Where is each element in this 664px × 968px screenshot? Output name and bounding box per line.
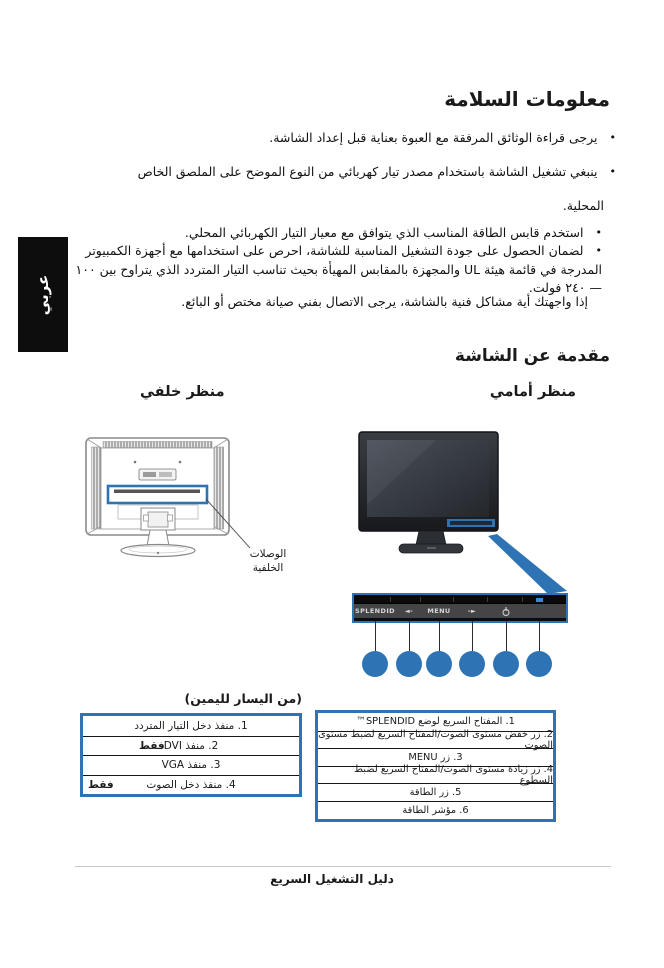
bullet-dot: • xyxy=(595,226,602,239)
callout-marker-3 xyxy=(426,651,452,677)
language-side-tab xyxy=(18,237,68,352)
footer-title: دليل التشغيل السريع xyxy=(270,872,394,886)
only-note: فقط xyxy=(139,739,165,752)
callout-line xyxy=(539,621,540,651)
bullet-dot: • xyxy=(595,244,602,257)
front-view-label: منظر أمامي xyxy=(489,384,576,400)
callout-marker-4 xyxy=(459,651,485,677)
screw-hole xyxy=(179,461,182,464)
safety-note: إذا واجهتك أية مشاكل فنية بالشاشة، يرجى الاتصال بفني صيانة مختص أو البائع. xyxy=(181,294,588,309)
bullet-dot: • xyxy=(609,165,616,178)
bezel-tick xyxy=(522,597,523,602)
table-row: 5. زر الطاقة xyxy=(318,783,553,801)
callout-marker-1 xyxy=(362,651,388,677)
table-row: 2. منفذ DVI فقط xyxy=(83,736,299,756)
bezel-edge-bar xyxy=(354,595,566,604)
ports-table-caption: (من اليسار لليمين) xyxy=(184,691,302,706)
volume-down-button: ◄- xyxy=(404,607,414,615)
safety-sub-bullet-1: •استخدم قابس الطاقة المناسب الذي يتوافق مع معيار التيار الكهربائي المحلي. xyxy=(184,225,602,240)
bezel-tick xyxy=(390,597,391,602)
volume-up-button: -► xyxy=(467,607,477,615)
power-icon xyxy=(502,607,511,616)
screw-hole xyxy=(134,461,137,464)
table-row: 2. زر خفض مستوى الصوت/المفتاح السريع لضبط مستوى الصوت xyxy=(318,728,553,751)
rating-label-plate xyxy=(139,469,176,480)
rear-connections-annotation: الوصلات الخلفية xyxy=(249,548,287,574)
table-row: 4. منفذ دخل الصوت فقط xyxy=(83,775,299,795)
callout-wedge xyxy=(488,534,567,594)
bezel-tick xyxy=(453,597,454,602)
callout-line xyxy=(375,621,376,651)
front-monitor-figure xyxy=(359,432,567,594)
table-row: 1. المفتاح السريع لوضع SPLENDID™ xyxy=(356,716,515,728)
table-row: 1. منفذ دخل التيار المتردد xyxy=(134,719,248,732)
table-row: 3. زر MENU xyxy=(318,748,553,766)
callout-line xyxy=(472,621,473,651)
menu-button: MENU xyxy=(427,607,451,615)
language-label: عربي xyxy=(33,274,52,315)
callout-marker-6 xyxy=(526,651,552,677)
callout-line xyxy=(409,621,410,651)
stand-neck xyxy=(416,531,446,545)
safety-bullet-2-continuation: المحلية. xyxy=(562,198,604,213)
bullet-dot: • xyxy=(609,131,616,144)
button-row xyxy=(354,604,566,618)
table-row: 3. منفذ VGA xyxy=(83,755,299,775)
bezel-tick xyxy=(420,597,421,602)
safety-sub-bullet-2: •لضمان الحصول على جودة التشغيل المناسبة للشاشة، احرص على استخدامها مع أجهزة الكمبيوتر المدرجة في قائمة هيئة UL والمجهزة بالمقابس المهيأة بحيث تناسب التيار المتردد الذي يتراوح بين ١٠٠ — ٢٤٠ فولت. xyxy=(75,243,602,295)
power-led xyxy=(536,598,543,602)
only-note: فقط xyxy=(88,778,114,791)
ports-table xyxy=(80,713,302,797)
callout-line xyxy=(506,621,507,651)
intro-title: مقدمة عن الشاشة xyxy=(454,346,610,366)
control-panel-strip xyxy=(352,593,568,623)
safety-title: معلومات السلامة xyxy=(444,87,610,111)
rear-ports-row xyxy=(114,490,200,494)
callout-marker-2 xyxy=(396,651,422,677)
footer-divider xyxy=(75,866,611,867)
buttons-table xyxy=(315,710,556,822)
table-row: 6. مؤشر الطاقة xyxy=(318,801,553,819)
table-row: 4. زر زيادة مستوى الصوت/المفتاح السريع لضبط السطوع xyxy=(318,766,553,784)
rear-monitor-figure xyxy=(86,438,250,557)
rear-view-label: منظر خلفي xyxy=(140,384,225,400)
callout-line xyxy=(439,621,440,651)
safety-bullet-2: •ينبغي تشغيل الشاشة باستخدام مصدر تيار كهربائي من النوع الموضح على الملصق الخاص xyxy=(137,164,616,179)
safety-bullet-1: •يرجى قراءة الوثائق المرفقة مع العبوة بعناية قبل إعداد الشاشة. xyxy=(269,130,616,145)
bezel-tick xyxy=(487,597,488,602)
splendid-button: SPLENDID xyxy=(355,607,395,615)
callout-marker-5 xyxy=(493,651,519,677)
